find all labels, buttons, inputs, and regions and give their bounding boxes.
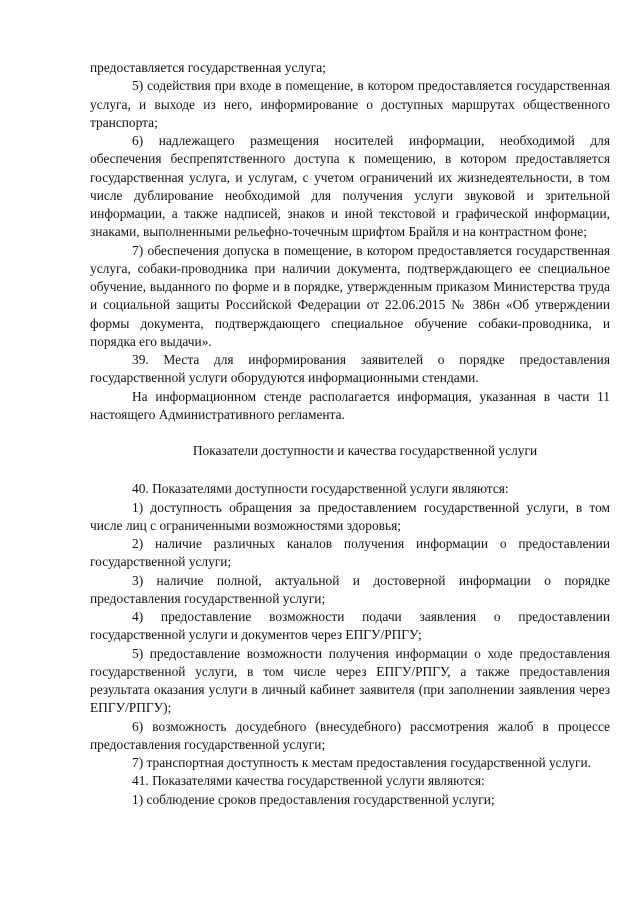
paragraph-41: 41. Показателями качества государственной услуги являются: bbox=[132, 773, 485, 789]
document-body bbox=[90, 59, 610, 809]
paragraph-40-item-3: 3) наличие полной, актуальной и достоверной информации о порядке предоставления государственной услуги; bbox=[90, 572, 610, 606]
paragraph-40-item-6: 6) возможность досудебного (внесудебного) рассмотрения жалоб в процессе предоставления государственной услуги; bbox=[90, 718, 610, 752]
paragraph-40-item-2: 2) наличие различных каналов получения информации о предоставлении государственной услуги; bbox=[90, 536, 610, 570]
paragraph-40: 40. Показателями доступности государственной услуги являются: bbox=[132, 481, 509, 497]
paragraph-item-6: 6) надлежащего размещения носителей информации, необходимой для обеспечения беспрепятственного доступа к помещению, в котором предоставляется государственная услуга, и услугам, с учетом ограничений их жизнедеятельности, в том числе дублирование необходимой для получения услуги звуковой и зрительной информации, а также надписей, знаков и иной текстовой и графической информации, знаками, выполненными рельефно-точечным шрифтом Брайля и на контрастном фоне; bbox=[90, 133, 610, 240]
paragraph-40-item-5: 5) предоставление возможности получения информации о ходе предоставления государственной услуги, в том числе через ЕПГУ/РПГУ, а также предоставления результата оказания услуги в личный кабинет заявителя (при заполнении заявления через ЕПГУ/РПГУ); bbox=[90, 645, 610, 716]
paragraph-40-item-4: 4) предоставление возможности подачи заявления о предоставлении государственной услуги и документов через ЕПГУ/РПГУ; bbox=[90, 609, 610, 643]
paragraph-41-item-1: 1) соблюдение сроков предоставления государственной услуги; bbox=[132, 791, 495, 807]
paragraph-item-5: 5) содействия при входе в помещение, в котором предоставляется государственная услуга, и выходе из него, информирование о доступных маршрутах общественного транспорта; bbox=[90, 78, 610, 130]
paragraph-40-item-1: 1) доступность обращения за предоставлением государственной услуги, в том числе лиц с ограниченными возможностями здоровья; bbox=[90, 499, 610, 533]
paragraph-info-stand: На информационном стенде располагается информация, указанная в части 11 настоящего Административного регламента. bbox=[90, 388, 610, 422]
section-heading: Показатели доступности и качества государственной услуги bbox=[192, 443, 538, 458]
paragraph-continuation: предоставляется государственная услуга; bbox=[90, 60, 326, 75]
paragraph-39: 39. Места для информирования заявителей о порядке предоставления государственной услуги оборудуются информационными стендами. bbox=[90, 352, 610, 386]
paragraph-40-item-7: 7) транспортная доступность к местам предоставления государственной услуги. bbox=[132, 755, 591, 770]
paragraph-item-7: 7) обеспечения допуска в помещение, в котором предоставляется государственная услуга, собаки-проводника при наличии документа, подтверждающего ее специальное обучение, выданного по форме и в порядке, утвержденным приказом Министерства труда и социальной защиты Российской Федерации от 22.06.2015 № 386н «Об утверждении формы документа, подтверждающего специальное обучение собаки-проводника, и порядка его выдачи». bbox=[90, 242, 610, 349]
